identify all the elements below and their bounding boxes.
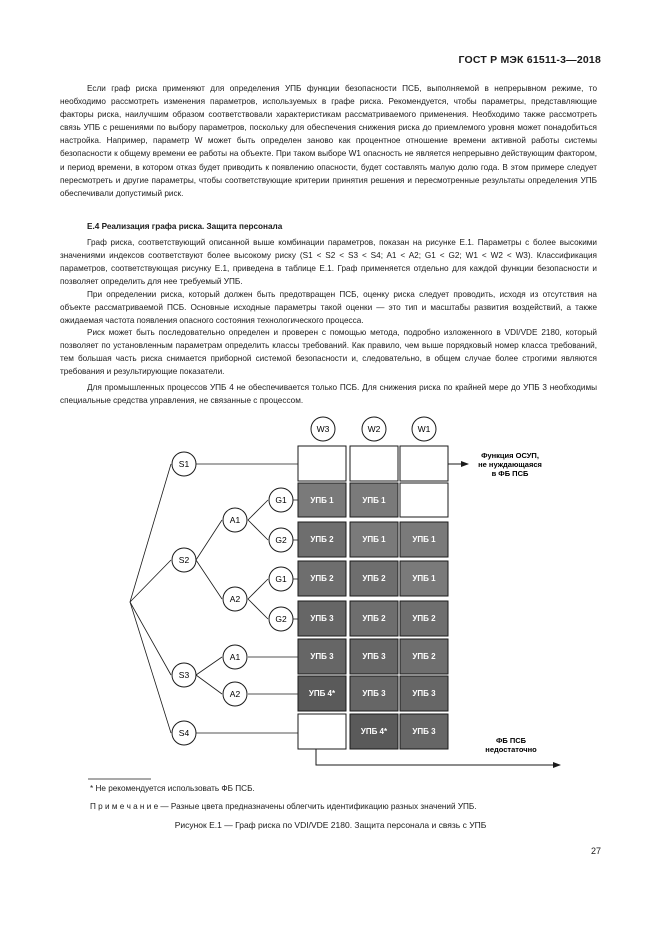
footnote: * Не рекомендуется использовать ФБ ПСБ.	[90, 784, 255, 793]
svg-text:G1: G1	[275, 574, 287, 584]
grid-cell	[400, 446, 448, 481]
result-grid	[298, 446, 448, 749]
cell-label: УПБ 2	[362, 614, 386, 623]
grid-cell	[350, 446, 398, 481]
svg-text:недостаточно: недостаточно	[485, 745, 537, 754]
cell-label: УПБ 1	[310, 496, 334, 505]
svg-text:A2: A2	[229, 689, 241, 699]
node-g1	[269, 488, 293, 512]
svg-text:A1: A1	[229, 515, 241, 525]
cell-label: УПБ 2	[412, 614, 436, 623]
svg-text:G2: G2	[275, 614, 287, 624]
figure-note	[90, 802, 477, 811]
cell-label: УПБ 4*	[308, 689, 336, 698]
cell-label: УПБ 3	[310, 652, 334, 661]
cell-label: УПБ 1	[362, 535, 386, 544]
column-header-w2	[362, 417, 386, 441]
page-number: 27	[590, 846, 601, 856]
node-s3	[172, 663, 196, 687]
node-s2	[172, 548, 196, 572]
body-paragraph: Риск может быть последовательно определен и проверен с помощью метода, подробно изложенного в VDI/VDE 2180, который позволяет по установленным параметрам определить классы требований. Как правило, чем выше порядковый номер класса требований, тем большая часть риска снимается приборной системой безопасности и, следовательно, в общем случае более строгими являются требования и результирующие показатели.	[60, 328, 597, 377]
column-label: W2	[367, 424, 381, 434]
grid-cell	[400, 483, 448, 517]
cell-label: УПБ 1	[412, 574, 436, 583]
cell-label: УПБ 2	[362, 574, 386, 583]
column-label: W1	[417, 424, 431, 434]
column-header-w3	[311, 417, 335, 441]
figure-caption: Рисунок Е.1 — Граф риска по VDI/VDE 2180. Защита персонала и связь с УПБ	[174, 820, 487, 830]
cell-label: УПБ 1	[362, 496, 386, 505]
cell-label: УПБ 1	[412, 535, 436, 544]
body-paragraph: Если граф риска применяют для определения УПБ функции безопасности ПСБ, выполняемой в непрерывном режиме, то необходимо рассмотреть изменения параметров, используемых в графе риска. Рекомендуется, чтобы параметры, представляющие факторы риска, наилучшим образом соответствовали характеристикам рассматриваемого применения. Необходимо также рассмотреть связь УПБ с решениями по выбору параметров, поскольку для обеспечения снижения риска до приемлемого уровня может понадобиться настройка. Например, параметр W может быть определен заново как процентное отношение времени активной работы системы безопасности к общему времени ее работы на объекте. При таком выборе W1 опасность не является непрерывно действующим фактором, и период времени, в котором отказ будет приводить к появлению опасности, будет составлять малую долю года. В этом примере следует пересмотреть и другие параметры, чтобы соответствующие критерии принятия решения и пересмотренные результаты определения УПБ обеспечивали допустимый риск.	[60, 84, 597, 198]
cell-label: УПБ 3	[412, 689, 436, 698]
svg-text:ФБ ПСБ: ФБ ПСБ	[495, 736, 527, 745]
node-a1	[223, 508, 247, 532]
node-g2	[269, 607, 293, 631]
column-label: W3	[316, 424, 330, 434]
cell-label: УПБ 3	[362, 689, 386, 698]
grid-cell	[298, 446, 346, 481]
label-sif-insufficient	[485, 736, 537, 754]
body-paragraph: Граф риска, соответствующий описанной выше комбинации параметров, показан на рисунке Е.1. Параметры с более высокими значениями индексов соответствуют более высокому риску (S1 < S2 < S3 < S4; A1 < A2; G1 < G2; W1 < W2 < W3). Классификация параметров, соответствующая рисунку Е.1, приведена в таблице Е.1. Граф применяется отдельно для каждой функции безопасности и позволяет определить для нее требуемый УПБ.	[60, 238, 597, 287]
svg-text:G1: G1	[275, 495, 287, 505]
cell-label: УПБ 3	[362, 652, 386, 661]
cell-label: УПБ 3	[412, 727, 436, 736]
svg-text:в ФБ ПСБ: в ФБ ПСБ	[491, 469, 529, 478]
node-a1	[223, 645, 247, 669]
body-paragraph: Для промышленных процессов УПБ 4 не обеспечивается только ПСБ. Для снижения риска по крайней мере до УПБ 3 необходимы специальные средства управления, не связанные с процессом.	[60, 383, 597, 406]
node-s1	[172, 452, 196, 476]
svg-text:A2: A2	[229, 594, 241, 604]
cell-label: УПБ 3	[310, 614, 334, 623]
section-heading: Е.4 Реализация графа риска. Защита персонала	[87, 222, 283, 231]
body-paragraph: При определении риска, который должен быть предотвращен ПСБ, оценку риска следует проводить, исходя из отсутствия на объекте рассматриваемой ПСБ. Основные исходные параметры такой оценки — это тип и масштабы развития воздействий, а также ожидаемая частота появления опасного состояния технологического процесса.	[60, 290, 597, 326]
svg-text:A1: A1	[229, 652, 241, 662]
node-g1	[269, 567, 293, 591]
svg-text:Функция ОСУП,: Функция ОСУП,	[481, 451, 539, 460]
svg-text:S2: S2	[178, 555, 190, 565]
cell-label: УПБ 2	[412, 652, 436, 661]
cell-label: УПБ 2	[310, 574, 334, 583]
svg-text:G2: G2	[275, 535, 287, 545]
svg-text:S3: S3	[178, 670, 190, 680]
node-s4	[172, 721, 196, 745]
svg-text:S1: S1	[178, 459, 190, 469]
node-a2	[223, 587, 247, 611]
label-no-sif-needed	[478, 451, 542, 478]
note-label: П р и м е ч а н и е	[90, 802, 159, 811]
svg-text:S4: S4	[178, 728, 190, 738]
note-text: — Разные цвета предназначены облегчить идентификацию разных значений УПБ.	[158, 802, 477, 811]
node-g2	[269, 528, 293, 552]
node-a2	[223, 682, 247, 706]
cell-label: УПБ 4*	[360, 727, 388, 736]
cell-label: УПБ 2	[310, 535, 334, 544]
standard-code-header: ГОСТ Р МЭК 61511-3—2018	[458, 54, 601, 66]
column-header-w1	[412, 417, 436, 441]
grid-cell	[298, 714, 346, 749]
svg-text:не нуждающаяся: не нуждающаяся	[478, 460, 542, 469]
